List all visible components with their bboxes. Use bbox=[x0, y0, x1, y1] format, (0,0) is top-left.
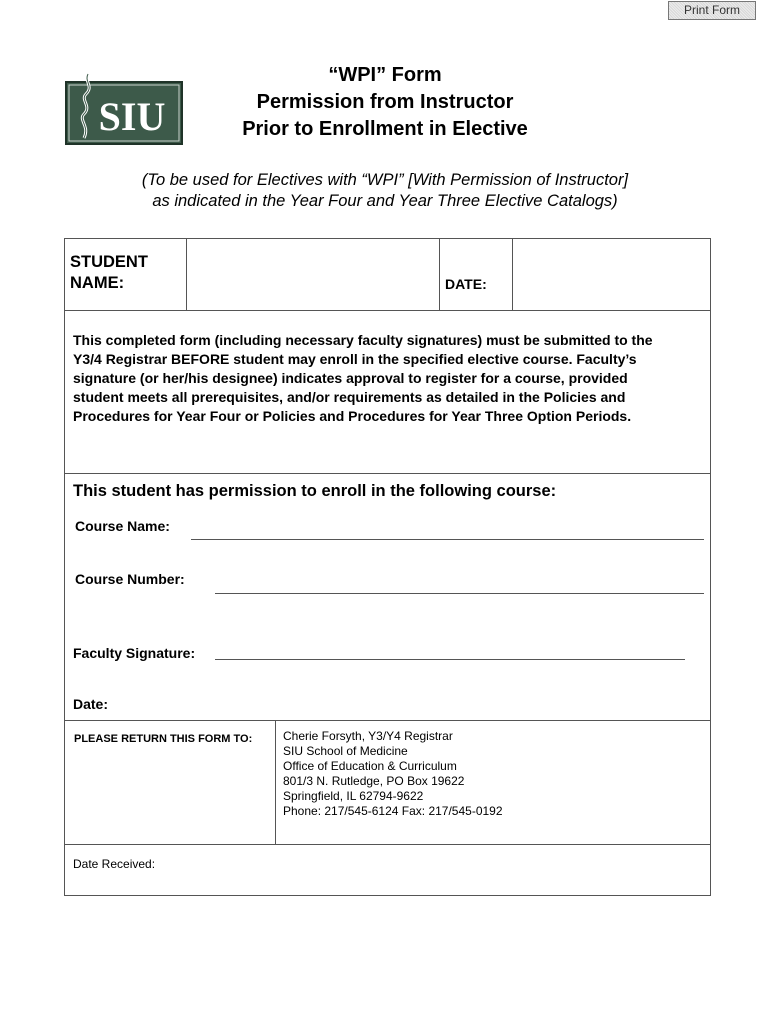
date-received-label: Date Received: bbox=[73, 857, 156, 871]
return-address: Cherie Forsyth, Y3/Y4 Registrar SIU School of Medicine Office of Education & Curriculum 801/3 N. Rutledge, PO Box 19622 Springfield, IL 62794-9622 Phone: 217/545-6124 Fax: 217/545-0192 bbox=[283, 729, 503, 818]
subtitle-line1: (To be used for Electives with “WPI” [With Permission of Instructor] bbox=[141, 171, 629, 189]
instructions-text: This completed form (including necessary faculty signatures) must be submitted to the Y3/4 Registrar BEFORE student may enroll in the specified elective course. Faculty’s signature (or her/his designee) indicates approval to register for a course, provided student meets all prerequisites, and/or requirements as detailed in the Policies and Procedures for Year Four or Policies and Procedures for Year Three Option Periods. bbox=[73, 332, 653, 424]
form-title: “WPI” Form bbox=[328, 64, 442, 86]
date-field[interactable] bbox=[512, 239, 711, 310]
course-name-label: Course Name: bbox=[75, 518, 170, 534]
subtitle-line2: as indicated in the Year Four and Year Three Elective Catalogs) bbox=[152, 192, 618, 210]
return-box bbox=[64, 720, 711, 845]
permission-date-label: Date: bbox=[73, 696, 109, 712]
logo-text: SIU bbox=[98, 94, 166, 139]
instructions-box bbox=[64, 310, 711, 474]
course-number-field[interactable] bbox=[215, 593, 704, 594]
faculty-signature-field[interactable] bbox=[215, 659, 685, 660]
permission-heading: This student has permission to enroll in the following course: bbox=[73, 482, 557, 500]
course-number-label: Course Number: bbox=[75, 571, 185, 587]
form-title-line3: Prior to Enrollment in Elective bbox=[242, 118, 528, 140]
student-row bbox=[64, 238, 711, 311]
form-title-line2: Permission from Instructor bbox=[256, 91, 514, 113]
print-form-button[interactable]: Print Form bbox=[668, 1, 756, 20]
date-label: DATE: bbox=[445, 276, 487, 292]
siu-logo bbox=[64, 72, 184, 146]
course-name-field[interactable] bbox=[191, 539, 704, 540]
permission-section bbox=[64, 473, 711, 721]
student-name-field[interactable] bbox=[186, 239, 440, 310]
return-label: PLEASE RETURN THIS FORM TO: bbox=[74, 733, 253, 745]
student-name-label: STUDENT NAME: bbox=[70, 253, 148, 292]
date-received-box bbox=[64, 844, 711, 896]
faculty-signature-label: Faculty Signature: bbox=[73, 645, 196, 661]
